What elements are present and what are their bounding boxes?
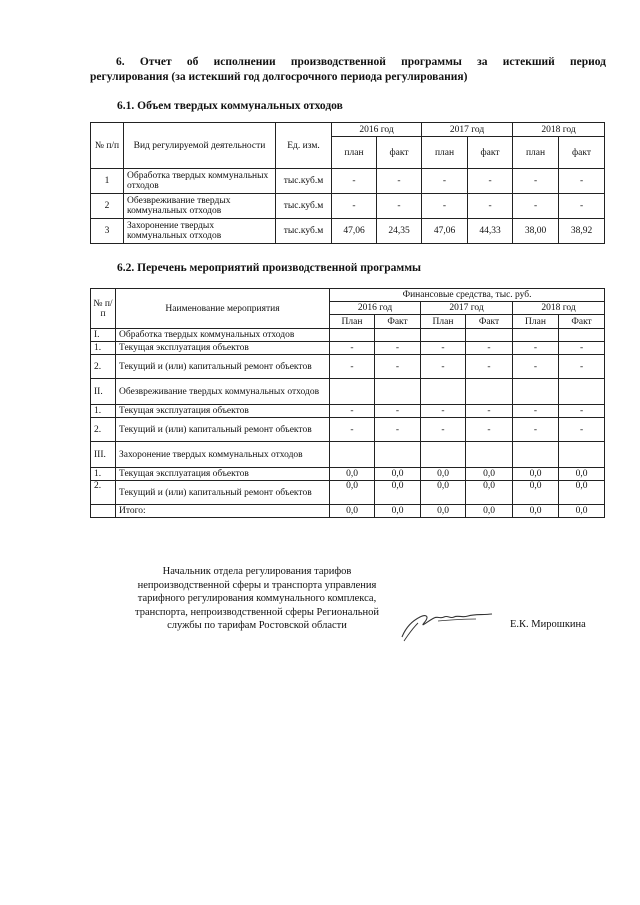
program-measures-table bbox=[90, 288, 605, 518]
table-row bbox=[91, 194, 605, 219]
cell-value: 0,0 bbox=[513, 481, 559, 505]
row-activity: Захоронение твердых коммунальных отходов bbox=[124, 219, 276, 244]
cell-value bbox=[513, 442, 559, 468]
row-num: III. bbox=[91, 442, 116, 468]
t1-header-year: 2016 год bbox=[332, 123, 422, 137]
table-row bbox=[91, 481, 605, 505]
cell-value: 0,0 bbox=[466, 505, 513, 518]
row-activity: Обработка твердых коммунальных отходов bbox=[124, 169, 276, 194]
row-num: 2 bbox=[91, 194, 124, 219]
cell-value: 0,0 bbox=[466, 481, 513, 505]
cell-value: 0,0 bbox=[330, 481, 375, 505]
table-row bbox=[91, 442, 605, 468]
cell-value bbox=[421, 379, 466, 405]
cell-value bbox=[466, 442, 513, 468]
cell-value: - bbox=[375, 418, 421, 442]
t2-header-year: 2017 год bbox=[421, 302, 513, 315]
row-activity: Обезвреживание твердых коммунальных отходов bbox=[124, 194, 276, 219]
cell-value bbox=[375, 442, 421, 468]
t2-header-fact: Факт bbox=[466, 315, 513, 329]
cell-value: 0,0 bbox=[559, 468, 605, 481]
table-row bbox=[91, 418, 605, 442]
row-name: Итого: bbox=[116, 505, 330, 518]
t1-header-fact: факт bbox=[468, 137, 513, 169]
cell-value bbox=[421, 442, 466, 468]
cell-value: - bbox=[375, 342, 421, 355]
t1-header-plan: план bbox=[422, 137, 468, 169]
signatory-name: Е.К. Мирошкина bbox=[510, 619, 586, 630]
t1-header-fact: факт bbox=[559, 137, 605, 169]
cell-value: - bbox=[466, 405, 513, 418]
waste-volume-table bbox=[90, 122, 605, 244]
cell-value: - bbox=[559, 418, 605, 442]
row-name: Обработка твердых коммунальных отходов bbox=[116, 329, 330, 342]
table-row bbox=[91, 405, 605, 418]
row-name: Захоронение твердых коммунальных отходов bbox=[116, 442, 330, 468]
t1-header-num: № п/п bbox=[91, 123, 124, 169]
cell-value: 44,33 bbox=[468, 219, 513, 244]
cell-value bbox=[466, 329, 513, 342]
cell-value bbox=[421, 329, 466, 342]
t2-header-plan: План bbox=[513, 315, 559, 329]
row-num: 1. bbox=[91, 342, 116, 355]
t2-header-num: № п/п bbox=[91, 289, 116, 329]
cell-value: - bbox=[330, 418, 375, 442]
cell-value bbox=[513, 329, 559, 342]
signatory-line: непроизводственной сферы и транспорта управления bbox=[137, 579, 377, 591]
cell-value: - bbox=[330, 355, 375, 379]
t2-header-plan: План bbox=[421, 315, 466, 329]
cell-value: 0,0 bbox=[375, 468, 421, 481]
cell-value: - bbox=[559, 194, 605, 219]
row-num: 1. bbox=[91, 468, 116, 481]
cell-value bbox=[559, 442, 605, 468]
cell-value: - bbox=[421, 355, 466, 379]
t2-header-year: 2016 год bbox=[330, 302, 421, 315]
cell-value: - bbox=[559, 342, 605, 355]
row-name: Текущая эксплуатация объектов bbox=[116, 405, 330, 418]
t2-header-plan: План bbox=[330, 315, 375, 329]
table-row bbox=[91, 342, 605, 355]
cell-value: - bbox=[513, 194, 559, 219]
cell-value: 38,00 bbox=[513, 219, 559, 244]
row-name: Текущий и (или) капитальный ремонт объектов bbox=[116, 355, 330, 379]
cell-value: - bbox=[559, 169, 605, 194]
cell-value: - bbox=[559, 405, 605, 418]
row-name: Обезвреживание твердых коммунальных отходов bbox=[116, 379, 330, 405]
cell-value: 0,0 bbox=[466, 468, 513, 481]
cell-value bbox=[330, 329, 375, 342]
cell-value: - bbox=[421, 418, 466, 442]
cell-value: - bbox=[332, 169, 377, 194]
table-row bbox=[91, 468, 605, 481]
cell-value: - bbox=[375, 355, 421, 379]
table-row bbox=[91, 329, 605, 342]
cell-value: 0,0 bbox=[375, 481, 421, 505]
cell-value: 0,0 bbox=[421, 481, 466, 505]
signatory-line: Начальник отдела регулирования тарифов bbox=[162, 566, 352, 577]
row-unit: тыс.куб.м bbox=[276, 169, 332, 194]
cell-value: - bbox=[422, 194, 468, 219]
cell-value: - bbox=[513, 342, 559, 355]
report-heading-line2: регулирования (за истекший год долгосрочного периода регулирования) bbox=[90, 71, 468, 83]
table-row bbox=[91, 219, 605, 244]
row-unit: тыс.куб.м bbox=[276, 194, 332, 219]
t2-header-name: Наименование мероприятия bbox=[116, 289, 330, 329]
report-heading-line1: 6. Отчет об исполнении производственной программы за истекший период bbox=[116, 56, 606, 68]
row-num: II. bbox=[91, 379, 116, 405]
cell-value: - bbox=[513, 418, 559, 442]
t1-header-year: 2017 год bbox=[422, 123, 513, 137]
cell-value: 0,0 bbox=[559, 505, 605, 518]
t1-header-year: 2018 год bbox=[513, 123, 605, 137]
cell-value: - bbox=[466, 355, 513, 379]
row-num: I. bbox=[91, 329, 116, 342]
cell-value: 0,0 bbox=[559, 481, 605, 505]
cell-value: - bbox=[513, 405, 559, 418]
signatory-title bbox=[112, 565, 402, 633]
cell-value: - bbox=[377, 169, 422, 194]
t1-header-plan: план bbox=[332, 137, 377, 169]
t2-header-fact: Факт bbox=[559, 315, 605, 329]
report-heading bbox=[90, 55, 606, 85]
row-num: 2. bbox=[91, 481, 116, 505]
cell-value: 0,0 bbox=[375, 505, 421, 518]
cell-value: 38,92 bbox=[559, 219, 605, 244]
cell-value bbox=[559, 329, 605, 342]
cell-value: - bbox=[330, 342, 375, 355]
row-name: Текущая эксплуатация объектов bbox=[116, 468, 330, 481]
row-num: 2. bbox=[91, 355, 116, 379]
cell-value: - bbox=[468, 194, 513, 219]
cell-value: - bbox=[332, 194, 377, 219]
cell-value: 0,0 bbox=[330, 468, 375, 481]
signatory-line: службы по тарифам Ростовской области bbox=[167, 620, 347, 631]
cell-value bbox=[375, 329, 421, 342]
cell-value bbox=[513, 379, 559, 405]
signatory-line: тарифного регулирования коммунального комплекса, bbox=[137, 593, 377, 604]
cell-value: 47,06 bbox=[422, 219, 468, 244]
cell-value: 0,0 bbox=[513, 468, 559, 481]
cell-value: - bbox=[422, 169, 468, 194]
cell-value bbox=[466, 379, 513, 405]
cell-value: - bbox=[513, 169, 559, 194]
handwritten-signature bbox=[398, 603, 498, 643]
cell-value: 47,06 bbox=[332, 219, 377, 244]
t1-header-activity: Вид регулируемой деятельности bbox=[124, 123, 276, 169]
cell-value bbox=[330, 442, 375, 468]
table-row bbox=[91, 355, 605, 379]
row-num: 2. bbox=[91, 418, 116, 442]
cell-value: - bbox=[559, 355, 605, 379]
cell-value: - bbox=[466, 418, 513, 442]
cell-value: - bbox=[466, 342, 513, 355]
section-6-2-title: 6.2. Перечень мероприятий производственной программы bbox=[117, 262, 422, 274]
t2-header-year: 2018 год bbox=[513, 302, 605, 315]
cell-value: 0,0 bbox=[421, 468, 466, 481]
row-num bbox=[91, 505, 116, 518]
t1-header-unit: Ед. изм. bbox=[276, 123, 332, 169]
cell-value: - bbox=[421, 405, 466, 418]
row-num: 1. bbox=[91, 405, 116, 418]
t1-header-fact: факт bbox=[377, 137, 422, 169]
section-6-1-title: 6.1. Объем твердых коммунальных отходов bbox=[117, 100, 343, 112]
t2-header-finance: Финансовые средства, тыс. руб. bbox=[330, 289, 605, 302]
row-num: 1 bbox=[91, 169, 124, 194]
cell-value: 0,0 bbox=[513, 505, 559, 518]
row-name: Текущая эксплуатация объектов bbox=[116, 342, 330, 355]
signatory-line: транспорта, непроизводственной сферы Региональной bbox=[134, 606, 379, 618]
t1-header-plan: план bbox=[513, 137, 559, 169]
cell-value: - bbox=[377, 194, 422, 219]
table-row-total bbox=[91, 505, 605, 518]
cell-value: - bbox=[375, 405, 421, 418]
cell-value: - bbox=[421, 342, 466, 355]
row-name: Текущий и (или) капитальный ремонт объектов bbox=[116, 481, 330, 505]
cell-value: - bbox=[468, 169, 513, 194]
cell-value bbox=[559, 379, 605, 405]
cell-value: 24,35 bbox=[377, 219, 422, 244]
cell-value bbox=[330, 379, 375, 405]
row-unit: тыс.куб.м bbox=[276, 219, 332, 244]
cell-value: 0,0 bbox=[330, 505, 375, 518]
row-name: Текущий и (или) капитальный ремонт объектов bbox=[116, 418, 330, 442]
cell-value bbox=[375, 379, 421, 405]
row-num: 3 bbox=[91, 219, 124, 244]
t2-header-fact: Факт bbox=[375, 315, 421, 329]
cell-value: - bbox=[513, 355, 559, 379]
cell-value: - bbox=[330, 405, 375, 418]
cell-value: 0,0 bbox=[421, 505, 466, 518]
table-row bbox=[91, 379, 605, 405]
table-row bbox=[91, 169, 605, 194]
